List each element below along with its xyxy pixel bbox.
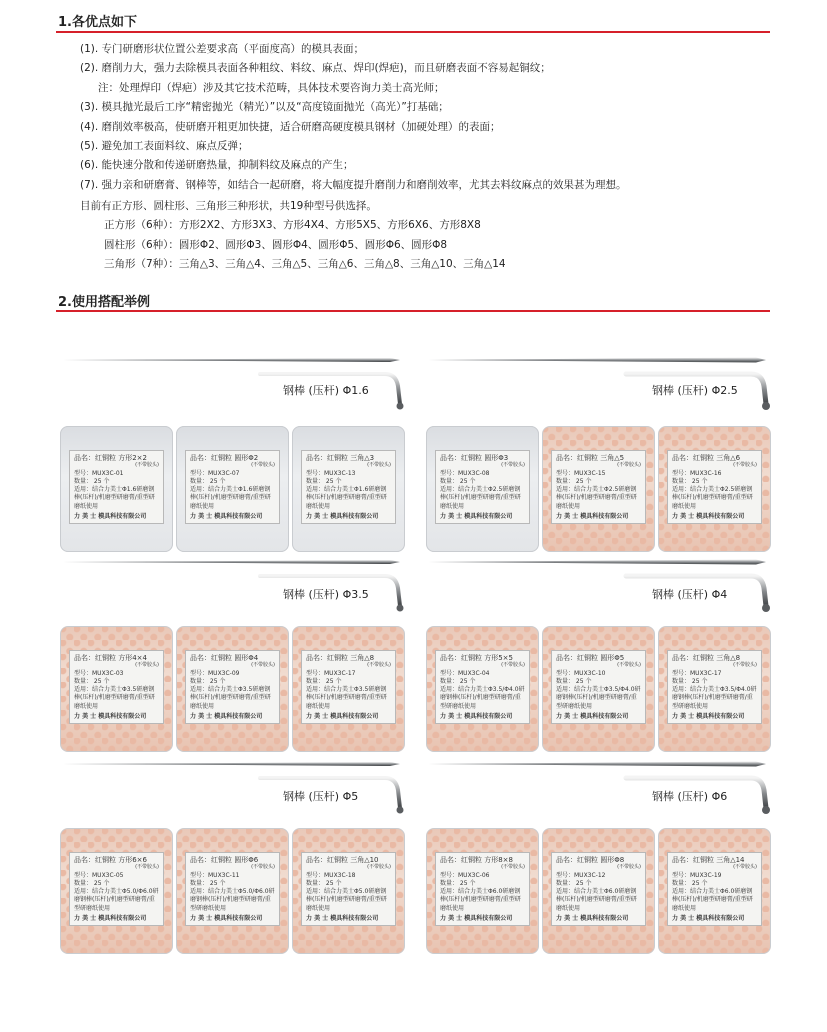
product-box: [542, 626, 655, 752]
steel-rod-image: [426, 756, 771, 816]
product-qty: 数量： 25 个: [672, 477, 708, 485]
product-qty: 数量： 25 个: [556, 477, 592, 485]
product-label-card: [551, 852, 646, 926]
product-label-card: [435, 852, 530, 926]
example-group: [426, 352, 771, 547]
product-name: 品名：红铜粒 三角△3: [306, 454, 375, 462]
product-note: (不带胶头): [501, 462, 525, 469]
product-usage: 适用：结合力美士Φ1.6研磨钢棒(压杆)/机磨型研磨膏/重型研磨纸使用: [306, 486, 387, 510]
advantage-item: (3). 模具抛光最后工序“精密抛光（精光）”以及“高度镜面抛光（高光）”打基础；: [80, 101, 449, 114]
product-usage: 适用：结合力美士Φ3.5研磨钢棒(压杆)/机磨型研磨膏/重型研磨纸使用: [190, 686, 271, 710]
product-qty: 数量： 25 个: [74, 677, 110, 685]
product-qty: 数量： 25 个: [672, 879, 708, 887]
product-model: 型号：MUX3C-07: [190, 469, 240, 477]
company-name: 力 美 士 模具科技有限公司: [440, 915, 513, 923]
types-block: [80, 197, 780, 275]
product-model: 型号：MUX3C-08: [440, 469, 490, 477]
product-usage: 适用：结合力美士Φ5.0研磨钢棒(压杆)/机磨型研磨膏/重型研磨纸使用: [306, 888, 387, 912]
product-label-card: [435, 650, 530, 724]
product-model: 型号：MUX3C-06: [440, 871, 490, 879]
product-note: (不带胶头): [501, 662, 525, 669]
product-usage: 适用：结合力美士Φ3.5/Φ4.0研磨钢棒(压杆)/机磨型研磨膏/重型研磨纸使用: [672, 686, 757, 710]
product-qty: 数量： 25 个: [672, 677, 708, 685]
product-model: 型号：MUX3C-05: [74, 871, 124, 879]
product-qty: 数量： 25 个: [190, 677, 226, 685]
product-model: 型号：MUX3C-09: [190, 669, 240, 677]
steel-rod-image: [60, 756, 405, 816]
company-name: 力 美 士 模具科技有限公司: [306, 713, 379, 721]
company-name: 力 美 士 模具科技有限公司: [74, 713, 147, 721]
product-qty: 数量： 25 个: [190, 879, 226, 887]
product-model: 型号：MUX3C-01: [74, 469, 124, 477]
product-qty: 数量： 25 个: [440, 677, 476, 685]
example-group: [426, 554, 771, 749]
product-model: 型号：MUX3C-10: [556, 669, 606, 677]
product-label-card: [667, 852, 762, 926]
product-boxes: [426, 426, 771, 552]
section-2-title: 2.使用搭配举例: [58, 295, 150, 310]
product-boxes: [60, 626, 405, 752]
product-usage: 适用：结合力美士Φ2.5研磨钢棒(压杆)/机磨型研磨膏/重型研磨纸使用: [556, 486, 637, 510]
rod-label: 钢棒 (压杆) Φ3.5: [283, 588, 369, 601]
product-label-card: [551, 450, 646, 524]
product-label-card: [185, 450, 280, 524]
product-label-card: [667, 650, 762, 724]
product-label-card: [69, 450, 164, 524]
product-boxes: [60, 426, 405, 552]
types-row-square: 正方形（6种）：方形2X2、方形3X3、方形4X4、方形5X5、方形6X6、方形8X8: [104, 219, 481, 232]
types-row-triangle: 三角形（7种）：三角△3、三角△4、三角△5、三角△6、三角△8、三角△10、三角△14: [104, 258, 506, 271]
company-name: 力 美 士 模具科技有限公司: [556, 915, 629, 923]
rod-label: 钢棒 (压杆) Φ5: [283, 790, 359, 803]
product-box: [658, 426, 771, 552]
company-name: 力 美 士 模具科技有限公司: [672, 513, 745, 521]
rod-label: 钢棒 (压杆) Φ2.5: [652, 384, 738, 397]
product-boxes: [426, 828, 771, 954]
product-model: 型号：MUX3C-17: [306, 669, 356, 677]
product-box: [658, 626, 771, 752]
product-model: 型号：MUX3C-04: [440, 669, 490, 677]
product-qty: 数量： 25 个: [306, 677, 342, 685]
company-name: 力 美 士 模具科技有限公司: [440, 713, 513, 721]
product-note: (不带胶头): [135, 662, 159, 669]
product-usage: 适用：结合力美士Φ6.0研磨钢棒(压杆)/机磨型研磨膏/重型研磨纸使用: [556, 888, 637, 912]
product-box: [426, 626, 539, 752]
product-name: 品名：红铜粒 三角△14: [672, 856, 745, 864]
advantage-item: (2). 磨削力大，强力去除模具表面各种粗纹、料纹、麻点、焊印(焊疤)，而且研磨表面不容易起铜纹；: [80, 62, 551, 75]
product-note: (不带胶头): [251, 864, 275, 871]
product-box: [542, 828, 655, 954]
product-usage: 适用：结合力美士Φ6.0研磨钢棒(压杆)/机磨型研磨膏/重型研磨纸使用: [440, 888, 521, 912]
product-label-card: [435, 450, 530, 524]
product-usage: 适用：结合力美士Φ1.6研磨钢棒(压杆)/机磨型研磨膏/重型研磨纸使用: [74, 486, 155, 510]
product-usage: 适用：结合力美士Φ1.6研磨钢棒(压杆)/机磨型研磨膏/重型研磨纸使用: [190, 486, 271, 510]
product-note: (不带胶头): [367, 864, 391, 871]
section-1-rule: [56, 31, 770, 33]
example-group: [60, 756, 405, 951]
product-usage: 适用：结合力美士Φ3.5/Φ4.0研磨钢棒(压杆)/机磨型研磨膏/重型研磨纸使用: [556, 686, 641, 710]
product-model: 型号：MUX3C-15: [556, 469, 606, 477]
product-qty: 数量： 25 个: [190, 477, 226, 485]
product-name: 品名：红铜粒 三角△5: [556, 454, 625, 462]
product-box: [60, 828, 173, 954]
product-label-card: [301, 650, 396, 724]
product-box: [176, 828, 289, 954]
product-box: [292, 828, 405, 954]
product-name: 品名：红铜粒 圆形Φ8: [556, 856, 625, 864]
product-name: 品名：红铜粒 方形5×5: [440, 654, 513, 662]
product-name: 品名：红铜粒 圆形Φ3: [440, 454, 509, 462]
company-name: 力 美 士 模具科技有限公司: [190, 513, 263, 521]
product-usage: 适用：结合力美士Φ3.5研磨钢棒(压杆)/机磨型研磨膏/重型研磨纸使用: [306, 686, 387, 710]
product-name: 品名：红铜粒 圆形Φ5: [556, 654, 625, 662]
product-name: 品名：红铜粒 三角△8: [306, 654, 375, 662]
product-name: 品名：红铜粒 方形2×2: [74, 454, 147, 462]
product-model: 型号：MUX3C-19: [672, 871, 722, 879]
company-name: 力 美 士 模具科技有限公司: [672, 713, 745, 721]
product-note: (不带胶头): [135, 462, 159, 469]
company-name: 力 美 士 模具科技有限公司: [556, 513, 629, 521]
product-usage: 适用：结合力美士Φ5.0/Φ6.0研磨钢棒(压杆)/机磨型研磨膏/重型研磨纸使用: [190, 888, 275, 912]
company-name: 力 美 士 模具科技有限公司: [190, 915, 263, 923]
product-qty: 数量： 25 个: [74, 879, 110, 887]
product-note: (不带胶头): [251, 662, 275, 669]
product-box: [426, 426, 539, 552]
rod-label: 钢棒 (压杆) Φ6: [652, 790, 728, 803]
product-qty: 数量： 25 个: [74, 477, 110, 485]
product-note: (不带胶头): [733, 662, 757, 669]
product-usage: 适用：结合力美士Φ5.0/Φ6.0研磨钢棒(压杆)/机磨型研磨膏/重型研磨纸使用: [74, 888, 159, 912]
product-name: 品名：红铜粒 方形4×4: [74, 654, 147, 662]
product-note: (不带胶头): [251, 462, 275, 469]
product-name: 品名：红铜粒 方形6×6: [74, 856, 147, 864]
product-model: 型号：MUX3C-13: [306, 469, 356, 477]
advantage-item: (7). 强力亲和研磨膏、钢棒等，如结合一起研磨，将大幅度提升磨削力和磨削效率，尤其去料纹麻点的效果甚为理想。: [80, 178, 627, 191]
company-name: 力 美 士 模具科技有限公司: [440, 513, 513, 521]
advantage-item: (1). 专门研磨形状位置公差要求高（平面度高）的模具表面；: [80, 43, 365, 55]
product-label-card: [301, 852, 396, 926]
product-label-card: [185, 852, 280, 926]
company-name: 力 美 士 模具科技有限公司: [74, 513, 147, 521]
product-box: [60, 426, 173, 552]
product-label-card: [667, 450, 762, 524]
product-model: 型号：MUX3C-12: [556, 871, 606, 879]
product-name: 品名：红铜粒 三角△6: [672, 454, 741, 462]
product-usage: 适用：结合力美士Φ3.5研磨钢棒(压杆)/机磨型研磨膏/重型研磨纸使用: [74, 686, 155, 710]
section-1-title: 1.各优点如下: [58, 15, 137, 30]
product-note: (不带胶头): [617, 662, 641, 669]
product-note: (不带胶头): [501, 864, 525, 871]
company-name: 力 美 士 模具科技有限公司: [672, 915, 745, 923]
product-usage: 适用：结合力美士Φ2.5研磨钢棒(压杆)/机磨型研磨膏/重型研磨纸使用: [440, 486, 521, 510]
product-qty: 数量： 25 个: [306, 879, 342, 887]
product-name: 品名：红铜粒 三角△10: [306, 856, 379, 864]
product-name: 品名：红铜粒 圆形Φ6: [190, 856, 259, 864]
product-name: 品名：红铜粒 方形8×8: [440, 856, 513, 864]
product-box: [426, 828, 539, 954]
product-boxes: [426, 626, 771, 752]
product-boxes: [60, 828, 405, 954]
example-group: [60, 554, 405, 749]
product-model: 型号：MUX3C-18: [306, 871, 356, 879]
advantages-list: [80, 40, 780, 195]
company-name: 力 美 士 模具科技有限公司: [556, 713, 629, 721]
product-usage: 适用：结合力美士Φ3.5/Φ4.0研磨钢棒(压杆)/机磨型研磨膏/重型研磨纸使用: [440, 686, 525, 710]
product-model: 型号：MUX3C-17: [672, 669, 722, 677]
example-group: [60, 352, 405, 547]
company-name: 力 美 士 模具科技有限公司: [190, 713, 263, 721]
product-qty: 数量： 25 个: [306, 477, 342, 485]
product-model: 型号：MUX3C-16: [672, 469, 722, 477]
steel-rod-image: [60, 554, 405, 614]
product-label-card: [185, 650, 280, 724]
types-intro: 目前有正方形、圆柱形、三角形三种形状，共19种型号供选择。: [80, 200, 377, 212]
advantage-item: (5). 避免加工表面料纹、麻点反弹；: [80, 140, 249, 153]
advantage-item: (4). 磨削效率极高，使研磨开粗更加快捷，适合研磨高硬度模具钢材（加硬处理）的表面；: [80, 120, 501, 133]
product-note: (不带胶头): [367, 462, 391, 469]
product-box: [542, 426, 655, 552]
product-name: 品名：红铜粒 圆形Φ2: [190, 454, 259, 462]
product-qty: 数量： 25 个: [556, 677, 592, 685]
product-box: [176, 626, 289, 752]
rod-label: 钢棒 (压杆) Φ1.6: [283, 384, 369, 397]
product-note: (不带胶头): [617, 864, 641, 871]
company-name: 力 美 士 模具科技有限公司: [306, 513, 379, 521]
product-box: [60, 626, 173, 752]
product-label-card: [551, 650, 646, 724]
product-label-card: [69, 852, 164, 926]
product-name: 品名：红铜粒 圆形Φ4: [190, 654, 259, 662]
rod-label: 钢棒 (压杆) Φ4: [652, 588, 728, 601]
product-note: (不带胶头): [617, 462, 641, 469]
company-name: 力 美 士 模具科技有限公司: [74, 915, 147, 923]
advantage-note: 注：处理焊印（焊疤）涉及其它技术范畴，具体技术要咨询力美士高光师；: [98, 81, 445, 94]
product-usage: 适用：结合力美士Φ6.0研磨钢棒(压杆)/机磨型研磨膏/重型研磨纸使用: [672, 888, 753, 912]
product-name: 品名：红铜粒 三角△8: [672, 654, 741, 662]
product-model: 型号：MUX3C-03: [74, 669, 124, 677]
product-box: [176, 426, 289, 552]
example-group: [426, 756, 771, 951]
product-model: 型号：MUX3C-11: [190, 871, 240, 879]
steel-rod-image: [426, 554, 771, 614]
product-qty: 数量： 25 个: [440, 477, 476, 485]
product-label-card: [69, 650, 164, 724]
product-note: (不带胶头): [367, 662, 391, 669]
types-row-round: 圆柱形（6种）：圆形Φ2、圆形Φ3、圆形Φ4、圆形Φ5、圆形Φ6、圆形Φ8: [104, 238, 448, 251]
product-box: [292, 626, 405, 752]
product-qty: 数量： 25 个: [440, 879, 476, 887]
product-qty: 数量： 25 个: [556, 879, 592, 887]
product-box: [292, 426, 405, 552]
product-label-card: [301, 450, 396, 524]
product-box: [658, 828, 771, 954]
product-note: (不带胶头): [733, 462, 757, 469]
product-note: (不带胶头): [733, 864, 757, 871]
advantage-item: (6). 能快速分散和传递研磨热量，抑制料纹及麻点的产生；: [80, 159, 354, 172]
company-name: 力 美 士 模具科技有限公司: [306, 915, 379, 923]
product-usage: 适用：结合力美士Φ2.5研磨钢棒(压杆)/机磨型研磨膏/重型研磨纸使用: [672, 486, 753, 510]
product-note: (不带胶头): [135, 864, 159, 871]
section-2-rule: [56, 310, 770, 312]
